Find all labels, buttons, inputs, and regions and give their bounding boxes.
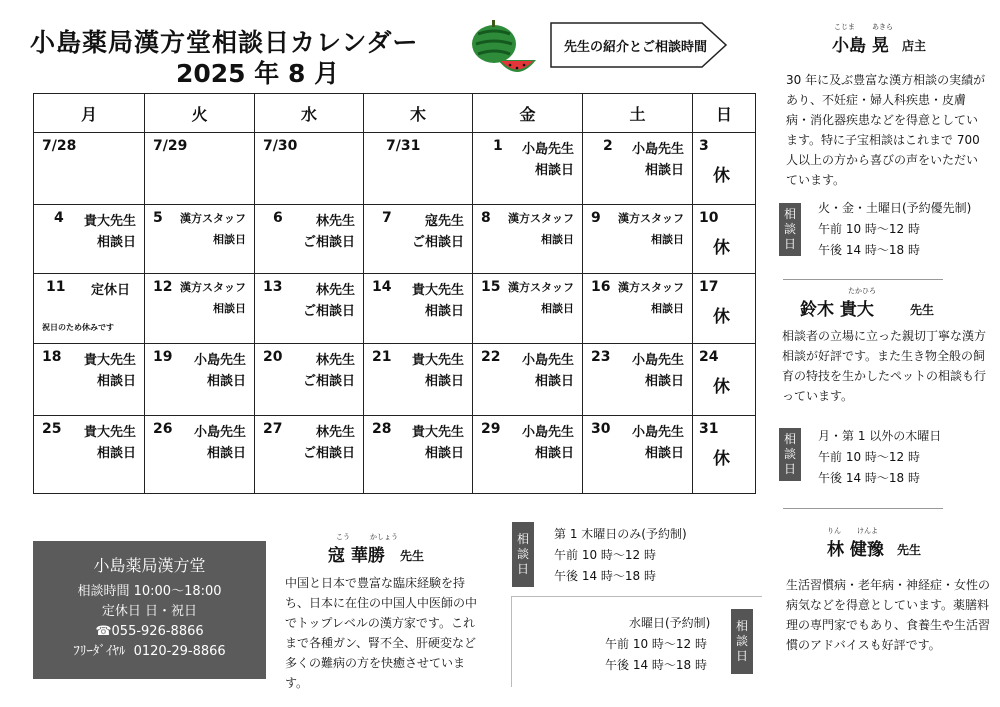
shop-info-box bbox=[33, 541, 266, 679]
date-number: 23 bbox=[591, 349, 611, 365]
consultant-name: 林先生 bbox=[315, 425, 355, 440]
morning-hours: 午前 10 時～12 時 bbox=[818, 222, 920, 236]
date-number: 10 bbox=[699, 210, 719, 226]
weekday-tue: 火 bbox=[145, 94, 255, 133]
hayashi-description: 生活習慣病・老年病・神経症・女性の病気などを得意としています。薬膳料理の専門家でもあり、食養生や生活習慣のアドバイスも好評です。 bbox=[786, 578, 991, 652]
closed-mark: 休 bbox=[713, 238, 730, 258]
name-ruby: りん bbox=[827, 527, 841, 535]
consultant-name: 貴大先生 bbox=[411, 353, 464, 368]
day-cell bbox=[473, 416, 583, 494]
day-cell-holiday bbox=[34, 274, 145, 344]
name-ruby: こう bbox=[336, 533, 350, 541]
date-number: 7/28 bbox=[42, 138, 77, 154]
date-number: 5 bbox=[153, 210, 163, 226]
holiday-label: 定休日 bbox=[90, 283, 130, 298]
date-number: 7/29 bbox=[153, 138, 188, 154]
weekday-mon: 月 bbox=[34, 94, 145, 133]
date-number: 25 bbox=[42, 421, 62, 437]
consultant-name: 小島先生 bbox=[193, 425, 246, 440]
day-cell-sunday bbox=[693, 344, 756, 416]
kojima-description: 30 年に及ぶ豊富な漢方相談の実績があり、不妊症・婦人科疾患・皮膚病・消化器疾患などを得意としています。特に子宝相談はこれまで 700 人以上の方から喜びの声をいただいています。 bbox=[786, 73, 986, 187]
day-cell-sunday bbox=[693, 416, 756, 494]
consultant-name: 漢方スタッフ bbox=[508, 212, 574, 225]
consult-label: 相談日 bbox=[644, 446, 684, 461]
consult-label: 相談日 bbox=[644, 163, 684, 178]
day-cell bbox=[583, 274, 693, 344]
day-cell bbox=[364, 133, 473, 205]
consultant-name: 林先生 bbox=[315, 214, 355, 229]
date-number: 12 bbox=[153, 279, 173, 295]
day-cell bbox=[255, 416, 364, 494]
date-number: 7/31 bbox=[386, 138, 421, 154]
afternoon-hours: 午後 14 時～18 時 bbox=[818, 243, 920, 257]
consult-label: 相談日 bbox=[424, 374, 464, 389]
day-cell-sunday bbox=[693, 274, 756, 344]
shop-phone: ☎055-926-8866 bbox=[95, 624, 204, 639]
consultant-name: 漢方スタッフ bbox=[180, 212, 246, 225]
doctor-name: 林 健豫 bbox=[827, 540, 884, 560]
date-number: 22 bbox=[481, 349, 501, 365]
kou-description: 中国と日本で豊富な臨床経験を持ち、日本に在住の中国人中医師の中でトップレベルの漢方家です。これまで各種ガン、腎不全、肝硬変など多くの難病の方を快癒させています。 bbox=[285, 576, 478, 690]
date-number: 7/30 bbox=[263, 138, 298, 154]
afternoon-hours: 午後 14 時～18 時 bbox=[554, 569, 656, 583]
divider bbox=[783, 279, 943, 280]
consult-label: 相談日 bbox=[541, 302, 574, 315]
consult-days: 火・金・土曜日(予約優先制) bbox=[818, 201, 972, 215]
calendar-table bbox=[33, 93, 756, 494]
consultant-name: 林先生 bbox=[315, 283, 355, 298]
date-number: 20 bbox=[263, 349, 283, 365]
consultant-name: 貴大先生 bbox=[83, 425, 136, 440]
day-cell bbox=[34, 344, 145, 416]
consultant-name: 貴大先生 bbox=[83, 214, 136, 229]
kojima-hours bbox=[818, 198, 971, 261]
day-cell bbox=[255, 133, 364, 205]
consult-label: 相談日 bbox=[424, 446, 464, 461]
date-number: 8 bbox=[481, 210, 491, 226]
day-cell bbox=[145, 416, 255, 494]
date-number: 14 bbox=[372, 279, 392, 295]
day-cell bbox=[255, 205, 364, 274]
shop-name: 小島薬局漢方堂 bbox=[93, 556, 206, 575]
suzuki-description: 相談者の立場に立った親切丁寧な漢方相談が好評です。また生き物全般の飼育の特技を生かしたペットの相談も行っています。 bbox=[782, 329, 987, 403]
consultant-name: 漢方スタッフ bbox=[618, 281, 684, 294]
consultant-name: 貴大先生 bbox=[411, 425, 464, 440]
date-number: 24 bbox=[699, 349, 719, 365]
doctor-role: 先生 bbox=[897, 543, 922, 557]
consult-days: 水曜日(予約制) bbox=[629, 616, 711, 630]
consult-label: 相談日 bbox=[651, 233, 684, 246]
consult-label: ご相談日 bbox=[302, 235, 355, 250]
day-cell bbox=[255, 274, 364, 344]
weekday-header-row bbox=[34, 94, 756, 133]
consultant-name: 漢方スタッフ bbox=[618, 212, 684, 225]
page-title: 小島薬局漢方堂相談日カレンダー bbox=[30, 28, 419, 57]
doctor-role: 店主 bbox=[902, 39, 927, 53]
day-cell-sunday bbox=[693, 205, 756, 274]
date-number: 15 bbox=[481, 279, 501, 295]
day-cell bbox=[473, 344, 583, 416]
weekday-fri: 金 bbox=[473, 94, 583, 133]
day-cell bbox=[145, 344, 255, 416]
day-cell bbox=[145, 274, 255, 344]
morning-hours: 午前 10 時～12 時 bbox=[554, 548, 656, 562]
consult-label: 相談日 bbox=[206, 446, 246, 461]
consult-day-label: 相談日 bbox=[779, 428, 801, 481]
shop-closed-days: 定休日 日・祝日 bbox=[101, 604, 198, 619]
day-cell bbox=[364, 416, 473, 494]
kou-hours bbox=[554, 524, 687, 587]
afternoon-hours: 午後 14 時～18 時 bbox=[605, 658, 707, 672]
afternoon-hours: 午後 14 時～18 時 bbox=[818, 471, 920, 485]
date-number: 30 bbox=[591, 421, 611, 437]
day-cell bbox=[473, 133, 583, 205]
consultant-name: 林先生 bbox=[315, 353, 355, 368]
consultant-name: 小島先生 bbox=[631, 425, 684, 440]
consult-label: ご相談日 bbox=[411, 235, 464, 250]
consult-label: 相談日 bbox=[96, 235, 136, 250]
name-ruby: こじま bbox=[834, 23, 855, 31]
consult-label: 相談日 bbox=[213, 233, 246, 246]
calendar-week-row bbox=[34, 205, 756, 274]
date-number: 13 bbox=[263, 279, 283, 295]
date-number: 18 bbox=[42, 349, 62, 365]
date-number: 11 bbox=[46, 279, 66, 295]
date-number: 2 bbox=[603, 138, 613, 154]
day-cell bbox=[255, 344, 364, 416]
date-number: 16 bbox=[591, 279, 611, 295]
morning-hours: 午前 10 時～12 時 bbox=[605, 637, 707, 651]
calendar-week-row bbox=[34, 416, 756, 494]
consult-label: 相談日 bbox=[534, 374, 574, 389]
suzuki-hours bbox=[818, 426, 941, 489]
consult-label: 相談日 bbox=[96, 446, 136, 461]
date-number: 3 bbox=[699, 138, 709, 154]
name-ruby: あきら bbox=[872, 23, 893, 31]
consult-label: 相談日 bbox=[541, 233, 574, 246]
intro-tag bbox=[550, 22, 726, 66]
day-cell bbox=[145, 205, 255, 274]
consultant-name: 貴大先生 bbox=[83, 353, 136, 368]
doctor-name: 鈴木 貴大 bbox=[800, 300, 874, 320]
weekday-sun: 日 bbox=[693, 94, 756, 133]
consultant-name: 小島先生 bbox=[521, 142, 574, 157]
consultant-name: 寇先生 bbox=[424, 214, 464, 229]
consultant-name: 小島先生 bbox=[521, 353, 574, 368]
consult-day-label: 相談日 bbox=[779, 203, 801, 256]
calendar-week-row bbox=[34, 274, 756, 344]
date-number: 19 bbox=[153, 349, 173, 365]
date-number: 26 bbox=[153, 421, 173, 437]
date-number: 21 bbox=[372, 349, 392, 365]
shop-hours: 相談時間 10:00～18:00 bbox=[77, 584, 222, 599]
closed-mark: 休 bbox=[713, 166, 730, 186]
date-number: 28 bbox=[372, 421, 392, 437]
consult-label: 相談日 bbox=[213, 302, 246, 315]
consult-label: 相談日 bbox=[96, 374, 136, 389]
closed-mark: 休 bbox=[713, 377, 730, 397]
day-cell bbox=[34, 133, 145, 205]
date-number: 7 bbox=[382, 210, 392, 226]
divider bbox=[783, 508, 943, 509]
consult-label: 相談日 bbox=[534, 163, 574, 178]
weekday-wed: 水 bbox=[255, 94, 364, 133]
doctor-name: 寇 華勝 bbox=[328, 546, 385, 566]
consult-days: 第 1 木曜日のみ(予約制) bbox=[554, 527, 687, 541]
doctor-role: 先生 bbox=[400, 549, 425, 563]
consultant-name: 漢方スタッフ bbox=[508, 281, 574, 294]
shop-free-dial bbox=[33, 642, 266, 662]
consultant-name: 小島先生 bbox=[631, 353, 684, 368]
day-cell bbox=[364, 274, 473, 344]
doctor-role: 先生 bbox=[910, 303, 935, 317]
day-cell bbox=[364, 205, 473, 274]
date-number: 9 bbox=[591, 210, 601, 226]
consult-label: ご相談日 bbox=[302, 304, 355, 319]
consult-label: ご相談日 bbox=[302, 374, 355, 389]
date-number: 1 bbox=[493, 138, 503, 154]
consult-label: 相談日 bbox=[651, 302, 684, 315]
name-ruby: かしょう bbox=[370, 533, 398, 541]
doctor-name: 小島 晃 bbox=[832, 36, 889, 56]
free-dial-label: ﾌﾘｰﾀﾞｲﾔﾙ bbox=[73, 644, 126, 659]
date-number: 17 bbox=[699, 279, 719, 295]
free-dial-number: 0120-29-8866 bbox=[133, 644, 226, 659]
consultant-name: 小島先生 bbox=[521, 425, 574, 440]
day-cell bbox=[473, 274, 583, 344]
morning-hours: 午前 10 時～12 時 bbox=[818, 450, 920, 464]
date-number: 29 bbox=[481, 421, 501, 437]
consult-day-label: 相談日 bbox=[512, 522, 534, 587]
consult-label: ご相談日 bbox=[302, 446, 355, 461]
day-cell bbox=[583, 133, 693, 205]
day-cell bbox=[145, 133, 255, 205]
consult-label: 相談日 bbox=[534, 446, 574, 461]
day-cell bbox=[34, 205, 145, 274]
name-ruby: けんよ bbox=[857, 527, 878, 535]
hayashi-hours bbox=[605, 613, 710, 676]
calendar-month: 2025 年 8 月 bbox=[176, 59, 340, 88]
weekday-thu: 木 bbox=[364, 94, 473, 133]
date-number: 27 bbox=[263, 421, 283, 437]
consult-days: 月・第 1 以外の木曜日 bbox=[818, 429, 942, 443]
closed-mark: 休 bbox=[713, 449, 730, 469]
holiday-note: 祝日のため休みです bbox=[42, 323, 114, 332]
day-cell-sunday bbox=[693, 133, 756, 205]
consultant-name: 小島先生 bbox=[193, 353, 246, 368]
watermelon-icon bbox=[468, 14, 538, 74]
day-cell bbox=[583, 344, 693, 416]
consult-label: 相談日 bbox=[644, 374, 684, 389]
calendar-week-row bbox=[34, 344, 756, 416]
consultant-name: 貴大先生 bbox=[411, 283, 464, 298]
intro-tag-label: 先生の紹介とご相談時間 bbox=[564, 40, 708, 55]
day-cell bbox=[364, 344, 473, 416]
day-cell bbox=[473, 205, 583, 274]
date-number: 6 bbox=[273, 210, 283, 226]
calendar-week-row bbox=[34, 133, 756, 205]
date-number: 4 bbox=[54, 210, 64, 226]
weekday-sat: 土 bbox=[583, 94, 693, 133]
day-cell bbox=[583, 205, 693, 274]
name-ruby: たかひろ bbox=[848, 287, 876, 295]
day-cell bbox=[583, 416, 693, 494]
consultant-name: 漢方スタッフ bbox=[180, 281, 246, 294]
consult-day-label: 相談日 bbox=[731, 609, 753, 674]
date-number: 31 bbox=[699, 421, 719, 437]
day-cell bbox=[34, 416, 145, 494]
consultant-name: 小島先生 bbox=[631, 142, 684, 157]
closed-mark: 休 bbox=[713, 307, 730, 327]
consult-label: 相談日 bbox=[206, 374, 246, 389]
consult-label: 相談日 bbox=[424, 304, 464, 319]
